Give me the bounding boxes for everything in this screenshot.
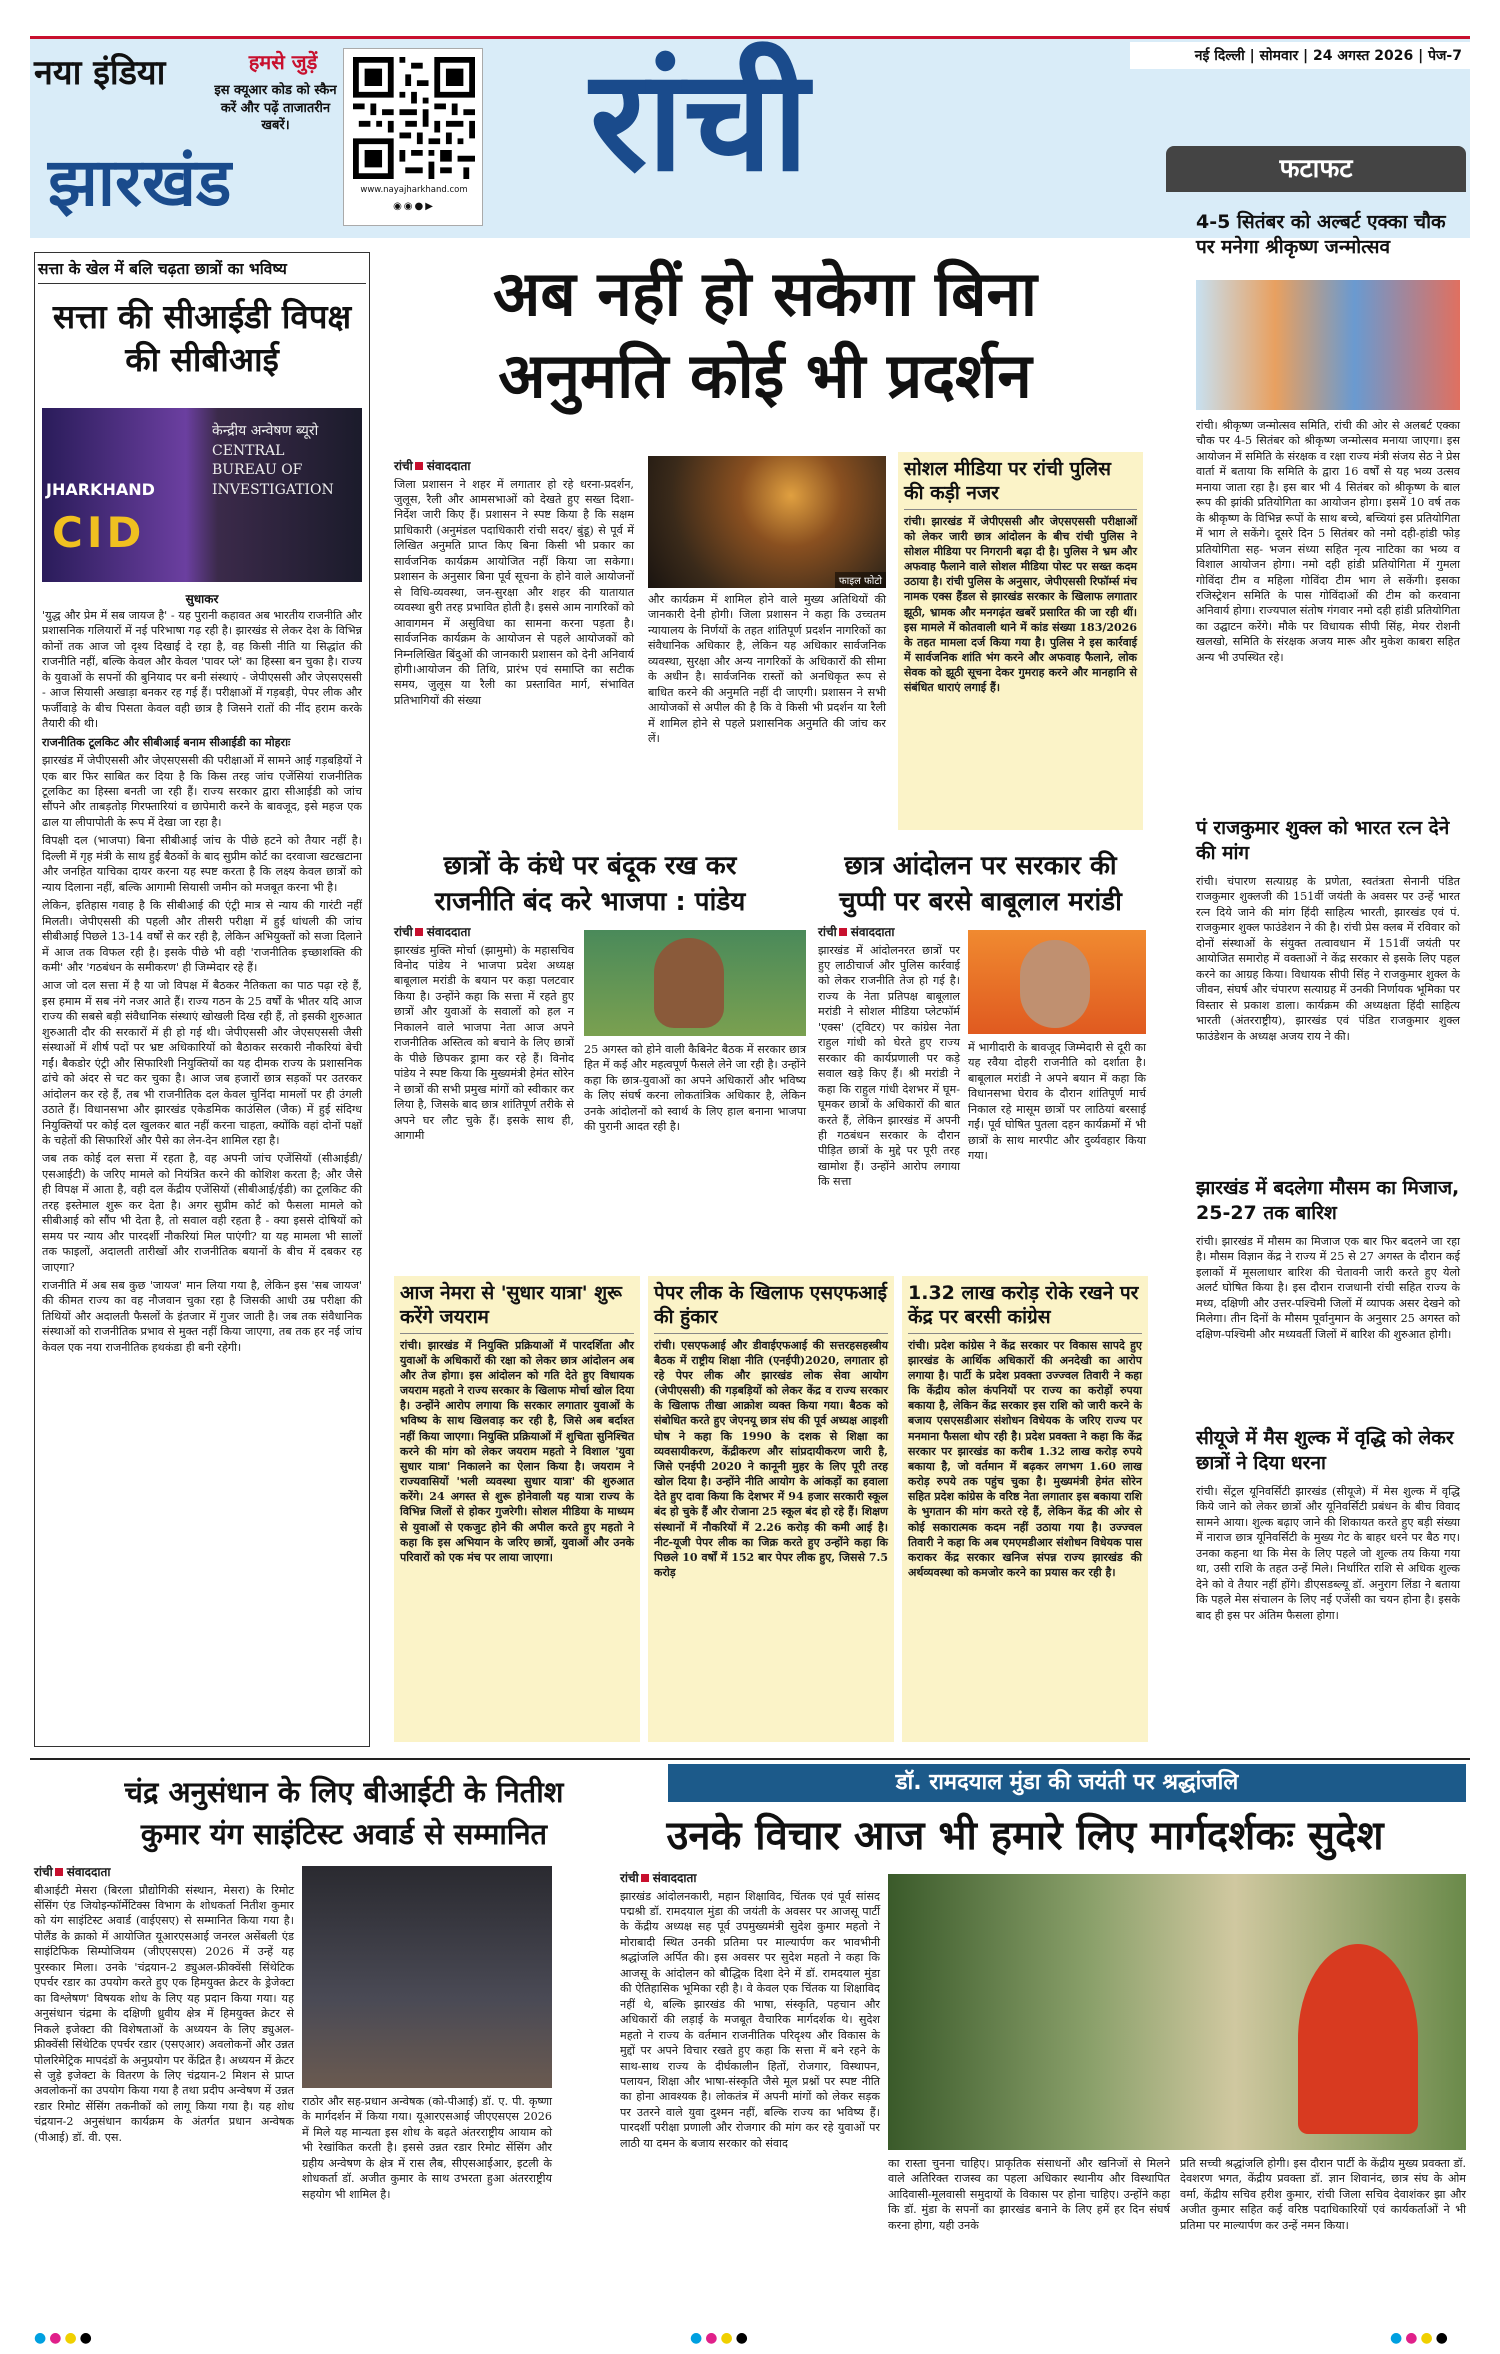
munda-col-2 <box>888 2156 1170 2236</box>
byline-square-icon <box>415 462 423 470</box>
lead-col-2 <box>648 592 886 750</box>
marandi-headline-1: छात्र आंदोलन पर सरकार की <box>844 851 1117 881</box>
lead-headline-2: अनुमति कोई भी प्रदर्शन <box>498 339 1032 412</box>
pandey-text-2: 25 अगस्त को होने वाली कैबिनेट बैठक में सरकार छात्र हित में कई और महत्वपूर्ण फैसले लेने जा रही है। उन्होंने कहा कि छात्र-युवाओं का अपने अधिकारों और भविष्य के लिए संघर्ष करना लोकतांत्रिक अधिकार है, लेकिन उनके आंदोलनों को स्वार्थ के लिए हाल बनाना भाजपा की पुरानी आदत रही है। <box>584 1043 806 1134</box>
city-title: रांची <box>590 40 809 203</box>
marandi-text-1: झारखंड में आंदोलनरत छात्रों पर हुए लाठीचार्ज और पुलिस कार्रवाई को लेकर राजनीति तेज हो गई है। राज्य के नेता प्रतिपक्ष बाबूलाल मरांडी ने सोशल मीडिया प्लेटफॉर्म 'एक्स' (ट्विटर) पर कांग्रेस नेता राहुल गांधी को घेरते हुए राज्य सरकार की कार्यप्रणाली पर कड़े सवाल खड़े किए हैं। श्री मरांडी ने कहा कि राहुल गांधी देशभर में घूम-घूमकर छात्रों के अधिकारों की बात करते हैं, लेकिन झारखंड में अपनी ही गठबंधन सरकार के दौरान पीड़ित छात्रों के मुद्दे पर पूरी तरह खामोश हैं। उन्होंने आरोप लगाया कि सत्ता <box>818 943 960 1189</box>
bit-headline-2: कुमार यंग साइंटिस्ट अवार्ड से सम्मानित <box>140 1817 548 1851</box>
editorial-photo-cid-cbi <box>42 408 362 582</box>
fatafat-news-2-text: रांची। चंपारण सत्याग्रह के प्रणेता, स्वतंत्रता सेनानी पंडित राजकुमार शुक्लजी की 151वीं जयंती के अवसर पर उन्हें भारत रत्न दिये जाने की मांग हिंदी साहित्य भारती, झारखंड एवं पं. राजकुमार शुक्ल फाउंडेशन ने की है। रांची प्रेस क्लब में रविवार को दोनों संस्थाओं के संयुक्त तत्वावधान में 151वीं जयंती पर आयोजित समारोह में वक्ताओं ने केंद्र सरकार से इसके लिए पहल करने का आग्रह किया। विधायक सीपी सिंह ने राजकुमार शुक्ल के जीवन, संघर्ष और चंपारण सत्याग्रह में उनकी निर्णायक भूमिका पर विस्तार से प्रकाश डाला। कार्यक्रम की अध्यक्षता हिंदी साहित्य भारती (अंतरराष्ट्रीय), झारखंड एवं पंडित राजकुमार शुक्ल फाउंडेशन के अध्यक्ष अजय राय ने की। <box>1196 875 1460 1043</box>
lead-col-1 <box>394 458 634 711</box>
pandey-headline-1: छात्रों के कंधे पर बंदूक रख कर <box>443 851 737 881</box>
photo-text-cid: CID <box>52 508 146 557</box>
bit-photo-award <box>302 1866 552 2088</box>
byline-square-icon <box>415 928 423 936</box>
masthead-red-line <box>30 36 1470 39</box>
bottom-divider <box>30 1758 1470 1760</box>
lead-photo-protest <box>648 456 886 588</box>
bit-byline-reporter: संवाददाता <box>66 1865 111 1879</box>
registration-marks-center: ●●●● <box>690 2330 751 2346</box>
munda-photo-statue <box>888 1874 1466 2150</box>
jairam-text: रांची। झारखंड में नियुक्ति प्रक्रियाओं में पारदर्शिता और युवाओं के अधिकारों की रक्षा को लेकर छात्र आंदोलन अब और तेज होगा। इस आंदोलन को गति देते हुए विधायक जयराम महतो ने राज्य सरकार के खिलाफ मोर्चा खोल दिया है। उन्होंने आरोप लगाया कि सरकार लगातार युवाओं के भविष्य के साथ खिलवाड़ कर रही है, जिसे अब बर्दाश्त नहीं किया जाएगा। नियुक्ति प्रक्रियाओं में शुचिता सुनिश्चित करने की मांग को लेकर जयराम महतो ने विशाल 'युवा सुधार यात्रा' निकालने का ऐलान किया है। जयराम ने राज्यवासियों 'भली व्यवस्था सुधार यात्रा' की शुरुआत करेंगे। 24 अगस्त से शुरू होनेवाली यह यात्रा राज्य के विभिन्न जिलों से होकर गुजरेगी। सोशल मीडिया के माध्यम से युवाओं से एकजुट होने की अपील करते हुए महतो ने कहा कि इस अभियान के जरिए छात्रों, युवाओं और उनके परिवारों को एक मंच पर लाया जाएगा। <box>400 1338 634 1564</box>
fatafat-news-4-text: रांची। सेंट्रल यूनिवर्सिटी झारखंड (सीयूजे) में मेस शुल्क में वृद्धि किये जाने को लेकर छात्रों और यूनिवर्सिटी प्रबंधन के बीच विवाद सामने आया। शुल्क बढ़ाए जाने की शिकायत करते हुए बड़ी संख्या में नाराज छात्र यूनिवर्सिटी के मुख्य गेट के बाहर धरने पर बैठ गए। उनका कहना था कि मेस के लिए पहले जो शुल्क तय किया गया था, उसी राशि के तहत उन्हें मिले। निर्धारित राशि से अधिक शुल्क देने को वे तैयार नहीं होंगे। डीएसडब्ल्यू डॉ. अनुराग लिंडा ने बताया कि पहले मेस संचालन के लिए नई एजेंसी का चयन होना है। इसके बाद ही इस पर अंतिम फैसला होगा। <box>1196 1485 1460 1622</box>
qr-url[interactable]: www.nayajharkhand.com <box>360 185 468 195</box>
editorial-p3: विपक्षी दल (भाजपा) बिना सीबीआई जांच के पीछे हटने को तैयार नहीं है। दिल्ली में गृह मंत्री के साथ हुई बैठकों के बाद सुप्रीम कोर्ट का दरवाजा खटखटाना और जनहित याचिका दायर करना यह स्पष्ट करता है कि लक्ष्य केवल छात्रों को न्याय दिलाना नहीं, बल्कि आगामी सियासी जमीन को मजबूत करना भी है। <box>42 834 362 894</box>
munda-text-2: का रास्ता चुनना चाहिए। प्राकृतिक संसाधनों और खनिजों से मिलने वाले अतिरिक्त राजस्व का पहला अधिकार स्थानीय और विस्थापित आदिवासी-मूलवासी समुदायों के विकास पर होना चाहिए। उन्होंने कहा कि डॉ. मुंडा के सपनों का झारखंड बनाने के लिए हमें हर दिन संघर्ष करना होगा, यही उनके <box>888 2157 1170 2232</box>
byline-square-icon <box>839 928 847 936</box>
connect-title: हमसे जुड़ें <box>248 50 318 74</box>
munda-col-3 <box>1180 2156 1466 2236</box>
editorial-sub1: राजनीतिक टूलकिट और सीबीआई बनाम सीआईडी का मोहराः <box>42 734 291 749</box>
lead-photo-caption: फाइल फोटो <box>835 572 886 588</box>
pandey-col-2 <box>584 1042 806 1138</box>
pandey-headline-2: राजनीति बंद करे भाजपा : पांडेय <box>434 887 746 917</box>
munda-byline-reporter: संवाददाता <box>652 1871 697 1885</box>
lead-byline-city: रांची <box>394 459 413 473</box>
paper-leak-box <box>648 1276 894 1742</box>
social-box <box>898 452 1143 830</box>
pandey-photo-face <box>654 938 724 1028</box>
editorial-p4: लेकिन, इतिहास गवाह है कि सीबीआई की एंट्री मात्र से न्याय की गारंटी नहीं मिलती। जेपीएससी की पहली और तीसरी परीक्षा में हुई धांधली की जांच सीबीआई पिछले 13-14 वर्षों से कर रही है, लेकिन अभियुक्तों को सजा दिलाने में आज तक विफल रही है। इसके पीछे भी वही 'राजनीतिक इच्छाशक्ति की कमी' और 'गठबंधन के समीकरण' ही जिम्मेदार रहे हैं। <box>42 899 362 974</box>
marandi-col-1 <box>818 924 960 1193</box>
photo-text-jharkhand: JHARKHAND <box>46 480 155 499</box>
pandey-text-1: झारखंड मुक्ति मोर्चा (झामुमो) के महासचिव विनोद पांडेय ने भाजपा प्रदेश अध्यक्ष बाबूलाल मरांडी के बयान पर कड़ा पलटवार किया है। उन्होंने कहा कि सत्ता में रहते हुए छात्रों और युवाओं के सवालों को हल न निकालने वाले भाजपा नेता आज अपने राजनीतिक अस्तित्व को बचाने के लिए छात्रों के पीछे छिपकर ड्रामा कर रहे हैं। विनोद पांडेय ने स्पष्ट किया कि मुख्यमंत्री हेमंत सोरेन ने छात्रों की सभी प्रमुख मांगों को स्वीकार कर लिया है, जिसके बाद छात्र शांतिपूर्ण तरीके से अपने घर लौट चुके हैं। इसके साथ ही, आगामी <box>394 943 574 1142</box>
pandey-photo <box>584 930 806 1036</box>
editorial-p2: झारखंड में जेपीएससी और जेएसएससी की परीक्षाओं में सामने आई गड़बड़ियों ने एक बार फिर साबित कर दिया है कि किस तरह जांच एजेंसियां राजनीतिक टूलकिट का हिस्सा बनती जा रही हैं। राज्य सरकार द्वारा सीआईडी को जांच सौंपने और ताबड़तोड़ गिरफ्तारियां व छापेमारी करने के बावजूद, इसे महज एक ढाल या लीपापोती के रूप में देखा जा रहा है। <box>42 754 362 829</box>
pandey-byline-reporter: संवाददाता <box>426 925 471 939</box>
registration-marks-left: ●●●● <box>34 2330 95 2346</box>
brand-top: नया इंडिया <box>34 53 166 93</box>
lead-text-1: जिला प्रशासन ने शहर में लगातार हो रहे धरना-प्रदर्शन, जुलूस, रैली और आमसभाओं को देखते हुए सख्त दिशा-निर्देश जारी किए हैं। प्रशासन ने स्पष्ट किया है कि सक्षम प्राधिकारी (अनुमंडल पदाधिकारी रांची सदर/ बुंडू) से पूर्व में लिखित अनुमति प्राप्त किए बिना किसी भी प्रकार का सार्वजनिक कार्यक्रम आयोजित नहीं किया जा सकेगा। प्रशासन के अनुसार बिना पूर्व सूचना के होने वाले आयोजनों से विधि-व्यवस्था, जन-सुरक्षा और शहर की यातायात व्यवस्था बुरी तरह प्रभावित होती है। इससे आम नागरिकों को आवागमन में असुविधा का सामना करना पड़ता है। सार्वजनिक कार्यक्रम के आयोजन से पहले आयोजकों को निम्नलिखित बिंदुओं की जानकारी प्रशासन को देनी अनिवार्य होगी।आयोजन की तिथि, प्रारंभ एवं समाप्ति का सटीक समय, जुलूस या रैली का प्रस्तावित मार्ग, संभावित प्रतिभागियों की संख्या <box>394 477 634 707</box>
fatafat-news-1-title: 4-5 सितंबर को अल्बर्ट एक्का चौक पर मनेगा श्रीकृष्ण जन्मोत्सव <box>1196 211 1446 258</box>
editorial-p1: 'युद्ध और प्रेम में सब जायज है' - यह पुरानी कहावत अब भारतीय राजनीति और प्रशासनिक गलियारों में नई परिभाषा गढ़ रही है। झारखंड से लेकर देश के विभिन्न कोनों तक आज जो दृश्य दिखाई दे रहा है, वह किसी नीति या सिद्धांत की राजनीति नहीं, बल्कि केवल और केवल 'पावर प्ले' का हिस्सा बन चुका है। राज्य के युवाओं के सपनों की बुनियाद पर बनी संस्थाएं - जेपीएससी और जेएसएससी - आज सियासी अखाड़ा बनकर रह गई हैं। परीक्षाओं में गड़बड़ी, पेपर लीक और फर्जीवाड़े के बीच पिसता केवल वही छात्र है जिसने रातों की नींद हराम करके तैयारी की थी। <box>42 609 362 731</box>
bit-col-2 <box>302 2094 552 2205</box>
munda-photo-garland <box>1298 1944 1418 2134</box>
byline-square-icon <box>641 1874 649 1882</box>
marandi-photo <box>968 930 1146 1034</box>
connect-text: इस क्यूआर कोड को स्कैन करें और पढ़ें ताजातरीन खबरें। <box>214 83 337 134</box>
lead-text-2: और कार्यक्रम में शामिल होने वाले मुख्य अतिथियों की जानकारी देनी होगी। जिला प्रशासन ने कहा कि उच्चतम न्यायालय के निर्णयों के तहत शांतिपूर्ण प्रदर्शन नागरिकों का संवैधानिक अधिकार है, लेकिन यह अधिकार सार्वजनिक व्यवस्था, सुरक्षा और अन्य नागरिकों के अधिकारों की सीमा के अधीन है। सार्वजनिक रास्तों को अनधिकृत रूप से बाधित करने की अनुमति नहीं दी जाएगी। प्रशासन ने सभी आयोजकों से अपील की है कि वे किसी भी प्रदर्शन या रैली में शामिल होने से पहले प्रशासनिक अनुमति की जांच कर लें। <box>648 593 886 746</box>
marandi-photo-face <box>1020 940 1090 1028</box>
social-text: रांची। झारखंड में जेपीएससी और जेएसएससी परीक्षाओं को लेकर जारी छात्र आंदोलन के बीच रांची पुलिस ने सोशल मीडिया पर निगरानी बढ़ा दी है। पुलिस ने भ्रम और अफवाह फैलाने वाले सोशल मीडिया पोस्ट पर सख्त कदम उठाया है। रांची पुलिस के अनुसार, जेपीएससी रिफॉर्म्स मंच नामक एक्स हैंडल से झारखंड सरकार के खिलाफ लगातार झूठी, भ्रामक और मनगढ़ंत खबरें प्रसारित की जा रही थीं। इस मामले में कोतवाली थाने में कांड संख्या 183/2026 के तहत मामला दर्ज किया गया है। पुलिस ने इस कार्रवाई में सार्वजनिक शांति भंग करने और अफवाह फैलाने, लोक सेवक को झूठी सूचना देकर गुमराह करने और मानहानि से संबंधित धाराएं लगाई हैं। <box>904 514 1137 695</box>
editorial-p6: जब तक कोई दल सत्ता में रहता है, वह अपनी जांच एजेंसियों (सीआईडी/एसआईटी) के जरिए मामले को नियंत्रित करने की कोशिश करता है; और जैसे ही विपक्ष में आता है, वही दल केंद्रीय एजेंसियों (सीबीआई/ईडी) का टूलकिट की तरह इस्तेमाल शुरू कर देता है। अगर सुप्रीम कोर्ट को फैसला मामले को सीबीआई को सौंप भी देता है, तो सवाल वही रहता है - क्या इससे दोषियों को समय पर न्याय और पारदर्शी नौकरियां मिल पाएंगी? या यह मामला भी सालों तक फाइलों, अदालती तारीखों और राजनीतिक बयानों के बीच में दबकर रह जाएगा? <box>42 1152 362 1274</box>
fatafat-news-1-text: रांची। श्रीकृष्ण जन्मोत्सव समिति, रांची की ओर से अलबर्ट एक्का चौक पर 4-5 सितंबर को श्रीकृष्ण जन्मोत्सव मनाया जाएगा। इस आयोजन में समिति के संरक्षक व रक्षा राज्य मंत्री संजय सेठ ने प्रेस वार्ता में बताया कि समिति के द्वारा 16 वर्षों से यह भव्य उत्सव मनाया जाता रहा है। इस बार भी 4 सितंबर को श्रीकृष्ण के बाल रूप की झांकी प्रतियोगिता का आयोजन होगा। इसमें 10 वर्ष तक के श्रीकृष्ण के विभिन्न रूपों के साथ बच्चे, बच्चियां इस प्रतियोगिता में भाग ले सकेंगे। दूसरे दिन 5 सितंबर को नमो दही-हांडी फोड़ प्रतियोगिता सह- भजन संध्या सहित नृत्य नाटिका का भव्य व विशाल आयोजन होगा। नमो दही हांडी प्रतियोगिता में गुमला गोविंदा टीम व महिला गोविंदा टीम भाग ले सकेंगी। इसका रजिस्ट्रेशन समिति के पास गोविंदाओं की टीम को करवाना अनिवार्य होगा। राज्यपाल संतोष गंगवार नमो दही हांडी प्रतियोगिता का उद्घाटन करेंगे। मौके पर विधायक सीपी सिंह, मेयर रोशनी खलखो, समिति के संरक्षक अजय मारू और मुकेश काबरा सहित अन्य भी उपस्थित रहे। <box>1196 419 1460 664</box>
marandi-byline <box>818 924 960 941</box>
editorial-p7: राजनीति में अब सब कुछ 'जायज' मान लिया गया है, लेकिन इस 'सब जायज' की कीमत राज्य का वह नौजवान चुका रहा है जिसकी आधी उम्र परीक्षा की तिथियों और अदालती फैसलों के इंतजार में गुजर जाती है। जब तक संवैधानिक संस्थाओं को राजनीतिक प्रभाव से मुक्त नहीं किया जाएगा, तब तक हर नई जांच केवल एक नया राजनीतिक हथकंडा ही बनी रहेगी। <box>42 1279 362 1354</box>
editorial-title: सत्ता की सीआईडी विपक्ष की सीबीआई <box>52 297 352 379</box>
bit-col-1 <box>34 1864 294 2148</box>
jairam-box <box>394 1276 640 1742</box>
paper-leak-title: पेपर लीक के खिलाफ एसएफआई की हुंकार <box>654 1282 888 1334</box>
photo-text-cbi: केन्द्रीय अन्वेषण ब्यूरो CENTRAL BUREAU OF INVESTIGATION <box>212 423 334 498</box>
lead-byline <box>394 458 634 475</box>
paper-leak-text: रांची। एसएफआई और डीवाईएफआई की सत्तरहसहस्त्रीय बैठक में राष्ट्रीय शिक्षा नीति (एनईपी)2020, लगातार हो रहे पेपर लीक और झारखंड लोक सेवा आयोग (जेपीएससी) की गड़बड़ियों को लेकर केंद्र व राज्य सरकार के खिलाफ तीखा आक्रोश व्यक्त किया गया। बैठक को संबोधित करते हुए जेएनयू छात्र संघ की पूर्व अध्यक्ष आइशी घोष ने कहा कि 1990 के दशक से शिक्षा का व्यवसायीकरण, केंद्रीकरण और सांप्रदायीकरण जारी है, जिसे एनईपी 2020 ने कानूनी मुहर के लिए पूरी तरह खोल दिया है। उन्होंने नीति आयोग के आंकड़ों का हवाला देते हुए दावा किया कि देशभर में 94 हजार सरकारी स्कूल बंद हो चुके हैं और रोजाना 25 स्कूल बंद हो रहे हैं। शिक्षण संस्थानों में नौकरियों में 2.26 करोड़ की कमी आई है। नीट-यूजी पेपर लीक का जिक्र करते हुए उन्होंने कहा कि पिछले 10 वर्षों में 152 बार पेपर लीक हुए, जिससे 7.5 करोड़ <box>654 1338 888 1580</box>
fatafat-news-3-text: रांची। झारखंड में मौसम का मिजाज एक बार फिर बदलने जा रहा है। मौसम विज्ञान केंद्र ने राज्य में 25 से 27 अगस्त के दौरान कई इलाकों में मूसलाधार बारिश की चेतावनी जारी करते हुए येलो अलर्ट घोषित किया है। इस दौरान राजधानी रांची सहित राज्य के मध्य, दक्षिणी और उत्तर-पश्चिमी जिलों में व्यापक असर देखने को मिलेगा। तीन दिनों के मौसम पूर्वानुमान के अनुसार 25 अगस्त को दक्षिण-पश्चिमी और मध्यवर्ती जिलों में बारिश की शुरुआत होगी। <box>1196 1235 1460 1341</box>
munda-col-1 <box>620 1870 880 2154</box>
munda-banner: डॉ. रामदयाल मुंडा की जयंती पर श्रद्धांजलि <box>668 1764 1466 1802</box>
bit-text-2: राठोर और सह-प्रधान अन्वेषक (को-पीआई) डॉ. ए. पी. कृष्णा के मार्गदर्शन में किया गया। यूआरएसआई जीएएसएस 2026 में मिले यह मान्यता इस शोध के बढ़ते अंतरराष्ट्रीय आयाम को भी रेखांकित करती है। इससे उन्नत रडार रिमोट सेंसिंग और ग्रहीय अन्वेषण के क्षेत्र में रास लैब, सीएसआईआर, इटली के शोधकर्ता डॉ. अजीत कुमार के साथ उभरता हुआ अंतरराष्ट्रीय सहयोग भी शामिल है। <box>302 2095 552 2201</box>
munda-byline-city: रांची <box>620 1871 639 1885</box>
fatafat-news-2-title: पं राजकुमार शुक्ल को भारत रत्न देने की मांग <box>1196 817 1450 864</box>
bit-byline-city: रांची <box>34 1865 53 1879</box>
pandey-byline-city: रांची <box>394 925 413 939</box>
congress-text: रांची। प्रदेश कांग्रेस ने केंद्र सरकार पर विकास सापदे हुए झारखंड के आर्थिक अधिकारों की अनदेखी का आरोप लगाया है। पार्टी के प्रदेश प्रवक्ता उज्ज्वल तिवारी ने कहा कि केंद्रीय कोल कंपनियों पर राज्य का करोड़ों रुपया बकाया है, लेकिन केंद्र सरकार इस राशि को जारी करने के बजाय एसएसडीआर संशोधन विधेयक के जरिए राज्य पर मनमाना फैसला थोप रही है। प्रदेश प्रवक्ता ने कहा कि केंद्र सरकार पर झारखंड का करीब 1.32 लाख करोड़ रुपये बकाया है, जो वर्तमान में बढ़कर लगभग 1.60 लाख करोड़ रुपये तक पहुंच चुका है। मुख्यमंत्री हेमंत सोरेन सहित प्रदेश कांग्रेस के वरिष्ठ नेता लगातार इस बकाया राशि के भुगतान की मांग करते रहे हैं, लेकिन केंद्र की ओर से कोई सकारात्मक कदम नहीं उठाया गया है। उज्ज्वल तिवारी ने कहा कि अब एमएमडीआर संशोधन विधेयक पास कराकर केंद्र सरकार खनिज संपन्न राज्य झारखंड की अर्थव्यवस्था को कमजोर करने का प्रयास कर रही है। <box>908 1338 1142 1580</box>
fatafat-photo-janmotsav <box>1196 280 1460 410</box>
byline-square-icon <box>55 1868 63 1876</box>
jairam-title: आज नेमरा से 'सुधार यात्रा' शुरू करेंगे जयराम <box>400 1282 634 1334</box>
bit-text-1: बीआईटी मेसरा (बिरला प्रौद्योगिकी संस्थान, मेसरा) के रिमोट सेंसिंग एंड जियोइन्फॉर्मेटिक्स विभाग के शोधकर्ता नितीश कुमार को यंग साइंटिस्ट अवार्ड (वाईएसए) से सम्मानित किया गया है। पोलैंड के क्राको में आयोजित यूआरएसआई जनरल असेंबली एंड साइंटिफिक सिम्पोजियम (जीएएसएस) 2026 में उन्हें यह पुरस्कार मिला। उनके 'चंद्रयान-2 ड्युअल-फ्रीक्वेंसी सिंथेटिक एपर्चर रडार का उपयोग करते हुए एक हिमयुक्त क्रेटर के ड्रेजेक्टा का विश्लेषण' विषयक शोध के लिए यह प्रदान किया गया। यह अनुसंधान चंद्रमा के दक्षिणी ध्रुवीय क्षेत्र में हिमयुक्त क्रेटर से निकले इजेक्टा की विशेषताओं के अध्ययन के लिए ड्युअल-फ्रीक्वेंसी सिंथेटिक एपर्चर रडार (एसएआर) अवलोकनों और उन्नत पोलरिमेट्रिक मापदंडों के अनुप्रयोग पर केंद्रित है। अध्ययन में क्रेटर से जुड़े इजेक्टा के वितरण के लिए चंद्रयान-2 मिशन से प्राप्त अवलोकनों का उपयोग किया गया है तथा प्रदीप अन्वेषण में उन्नत रडार रिमोट सेंसिंग तकनीकों को लागू किया गया है। यह शोध चंद्रयान-2 अनुसंधान कार्यक्रम के अंतर्गत प्रधान अन्वेषक (पीआई) डॉ. वी. एस. <box>34 1883 294 2144</box>
marandi-byline-city: रांची <box>818 925 837 939</box>
social-icons: ◉◉●▶ <box>393 201 435 212</box>
marandi-byline-reporter: संवाददाता <box>850 925 895 939</box>
marandi-headline-2: चुप्पी पर बरसे बाबूलाल मरांडी <box>839 887 1122 917</box>
dateline: नई दिल्ली | सोमवार | 24 अगस्त 2026 | पेज-7 <box>1130 42 1470 69</box>
lead-byline-reporter: संवाददाता <box>426 459 471 473</box>
pandey-col-1 <box>394 924 574 1146</box>
editorial-body <box>42 608 362 1358</box>
marandi-text-2: में भागीदारी के बावजूद जिम्मेदारी से दूरी का यह रवैया दोहरी राजनीति को दर्शाता है। बाबूलाल मरांडी ने अपने बयान में कहा कि विधानसभा घेराव के दौरान शांतिपूर्ण मार्च निकाल रहे मासूम छात्रों पर लाठियां बरसाई गईं। पूर्व घोषित पुतला दहन कार्यक्रमों में भी छात्रों के साथ मारपीट और दुर्व्यवहार किया गया। <box>968 1041 1146 1163</box>
social-title: सोशल मीडिया पर रांची पुलिस की कड़ी नजर <box>904 458 1137 510</box>
bit-byline <box>34 1864 294 1881</box>
munda-text-1: झारखंड आंदोलनकारी, महान शिक्षाविद, चिंतक एवं पूर्व सांसद पद्मश्री डॉ. रामदयाल मुंडा की जयंती के अवसर पर आजसू पार्टी के केंद्रीय अध्यक्ष सह पूर्व उपमुख्यमंत्री सुदेश कुमार महतो ने मोराबादी स्थित उनकी प्रतिमा पर माल्यार्पण कर भावभीनी श्रद्धांजलि अर्पित की। इस अवसर पर सुदेश महतो ने कहा कि आजसू के आंदोलन को बौद्धिक दिशा देने में डॉ. रामदयाल मुंडा की ऐतिहासिक भूमिका रही है। वे केवल एक चिंतक या शिक्षाविद नहीं थे, बल्कि झारखंड की भाषा, संस्कृति, पहचान और अधिकारों की लड़ाई के मजबूत वैचारिक मार्गदर्शक थे। सुदेश महतो ने राज्य के वर्तमान राजनीतिक परिदृश्य और विकास के मुद्दों पर अपने विचार रखते हुए कहा कि सत्ता में बने रहने के साथ-साथ राज्य के दीर्घकालीन हितों, रोजगार, विस्थापन, पलायन, शिक्षा और भाषा-संस्कृति जैसे मूल प्रश्नों पर स्पष्ट नीति का होना आवश्यक है। लोकतंत्र में अपनी मांगों को लेकर सड़क पर उतरने वाले युवा दुश्मन नहीं, बल्कि राज्य का भविष्य हैं। पारदर्शी परीक्षा प्रणाली और रोजगार की मांग कर रहे युवाओं पर लाठी या दमन के बजाय सरकार को संवाद <box>620 1889 880 2150</box>
qr-code-box[interactable] <box>343 48 483 226</box>
congress-title: 1.32 लाख करोड़ रोके रखने पर केंद्र पर बरसी कांग्रेस <box>908 1282 1142 1334</box>
fatafat-header: फटाफट <box>1166 146 1466 192</box>
lead-headline-1: अब नहीं हो सकेगा बिना <box>493 257 1037 330</box>
munda-byline <box>620 1870 880 1887</box>
bit-headline-1: चंद्र अनुसंधान के लिए बीआईटी के नितीश <box>124 1775 564 1809</box>
marandi-col-2 <box>968 1040 1146 1167</box>
brand-bottom: झारखंड <box>48 144 232 221</box>
munda-text-3: प्रति सच्ची श्रद्धांजलि होगी। इस दौरान पार्टी के केंद्रीय मुख्य प्रवक्ता डॉ. देवशरण भगत, केंद्रीय प्रवक्ता डॉ. ज्ञान शिवानंद, छात्र संघ के ओम वर्मा, केंद्रीय सचिव हरीश कुमार, रांची जिला सचिव देवाशंकर झा और अजीत कुमार सहित कई वरिष्ठ पदाधिकारियों एवं कार्यकर्ताओं ने भी प्रतिमा पर माल्यार्पण कर उन्हें नमन किया। <box>1180 2157 1466 2232</box>
registration-marks-right: ●●●● <box>1390 2330 1451 2346</box>
munda-headline: उनके विचार आज भी हमारे लिए मार्गदर्शकः सुदेश <box>666 1813 1384 1859</box>
fatafat-news-4-title: सीयूजे में मैस शुल्क में वृद्धि को लेकर छात्रों ने दिया धरना <box>1196 1427 1454 1474</box>
qr-code-icon <box>353 57 475 179</box>
editorial-kicker: सत्ता के खेल में बलि चढ़ता छात्रों का भविष्य <box>38 257 366 284</box>
pandey-byline <box>394 924 574 941</box>
editorial-p5: आज जो दल सत्ता में है या जो विपक्ष में बैठकर नैतिकता का पाठ पढ़ा रहे हैं, इस हमाम में सब नंगे नजर आते हैं। राज्य गठन के 25 वर्षों के भीतर यदि आज राज्य की सबसे बड़ी संवैधानिक संस्थाएं खोखली दिख रही हैं, तो इसकी शुरुआत शुरुआती दौर की सरकारों में ही हो गई थी। जेपीएससी और जेएसएससी जैसी संस्थाओं में शीर्ष पदों पर भ्रष्ट अधिकारियों को बैठाकर सरकारी नौकरियां बेची गईं। बैकडोर एंट्री और सिफारिशी नियुक्तियों का यह दीमक राज्य के प्रशासनिक ढांचे को अंदर से चट कर चुका है। आज जब हजारों छात्र सड़कों पर उतरकर आंदोलन कर रहे हैं, तब भी राजनीतिक दल केवल चुनिंदा मामलों पर ही उंगली उठाते हैं। विधानसभा और झारखंड एकेडमिक काउंसिल (जैक) में हुई संदिग्ध नियुक्तियों पर कोई दल खुलकर बात नहीं करना चाहता, क्योंकि वहां दोनों पक्षों के चहेतों की सिफारिशें और पैसे का लेन-देन शामिल रहा है। <box>42 979 362 1147</box>
fatafat-news-3-title: झारखंड में बदलेगा मौसम का मिजाज, 25-27 तक बारिश <box>1196 1177 1460 1224</box>
editorial-author: सुधाकर <box>185 592 219 606</box>
congress-box <box>902 1276 1148 1742</box>
